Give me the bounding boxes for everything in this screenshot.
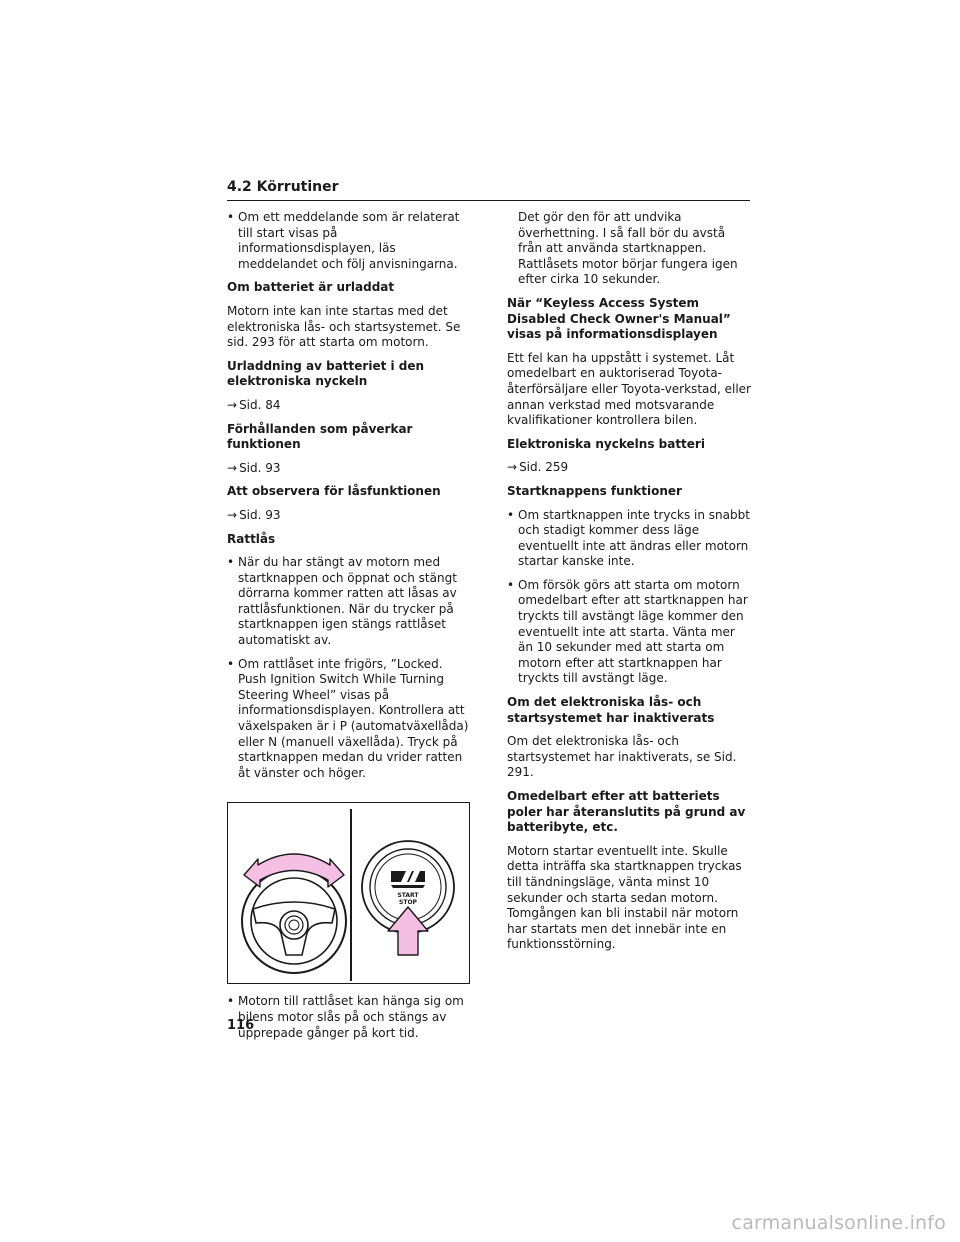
bullet-item xyxy=(227,994,471,1041)
heading-battery-reconnect: Omedelbart efter att batteriets poler har återanslutits på grund av batteribyte, etc. xyxy=(507,789,746,835)
steering-lock-figure xyxy=(227,802,470,984)
arrow-icon: → xyxy=(227,507,238,522)
right-column xyxy=(507,210,751,961)
heading-steering-lock: Rattlås xyxy=(227,531,276,546)
bullet-text: Om ett meddelande som är relaterat till start visas på informationsdisplayen, läs meddelandet och följ anvisningarna. xyxy=(238,210,460,271)
arrow-icon: → xyxy=(227,460,238,475)
bullet-item xyxy=(507,508,751,570)
heading-lock-note: Att observera för låsfunktionen xyxy=(227,484,441,499)
paragraph-system-disabled: Om det elektroniska lås- och startsystemet har inaktiverats, se Sid. 291. xyxy=(507,734,737,780)
bullet-text: Om startknappen inte trycks in snabbt och stadigt kommer dess läge eventuellt inte att ändras eller motorn startar kanske inte. xyxy=(518,507,750,569)
heading-conditions: Förhållanden som påverkar funktionen xyxy=(227,421,413,452)
gr-logo-icon xyxy=(391,871,425,888)
paragraph-keyless: Ett fel kan ha uppstått i systemet. Låt omedelbart en auktoriserad Toyota-återförsäljare eller Toyota-verkstad, eller annan verkstad med motsvarande kvalifikationer kontrollera bilen. xyxy=(507,350,751,428)
page-reference xyxy=(227,508,471,524)
section-header xyxy=(227,178,750,201)
left-column xyxy=(227,210,471,1049)
bullet-item xyxy=(227,210,471,272)
page-reference xyxy=(507,460,751,476)
heading-key-battery-discharge: Urladdning av batteriet i den elektroniska nyckeln xyxy=(227,358,425,389)
arrow-icon: → xyxy=(227,397,238,412)
reference-text: Sid. 259 xyxy=(519,460,569,475)
watermark: carmanualsonline.info xyxy=(731,1212,946,1234)
bullet-symbol: • xyxy=(507,507,515,522)
page-reference xyxy=(227,461,471,477)
bullet-item xyxy=(227,657,471,782)
continuation-text: Det gör den för att undvika överhettning. I så fall bör du avstå från att använda startknappen. Rattlåsets motor börjar fungera igen efter cirka 10 sekunder. xyxy=(518,210,738,287)
bullet-symbol: • xyxy=(227,994,235,1009)
bullet-symbol: • xyxy=(507,577,515,592)
reference-text: Sid. 93 xyxy=(239,460,281,475)
heading-start-button: Startknappens funktioner xyxy=(507,483,682,498)
bullet-item xyxy=(227,555,471,649)
section-title: 4.2 Körrutiner xyxy=(227,179,339,195)
bullet-symbol: • xyxy=(227,210,235,224)
heading-key-battery: Elektroniska nyckelns batteri xyxy=(507,436,705,451)
heading-system-disabled: Om det elektroniska lås- och startsystemet har inaktiverats xyxy=(507,695,715,725)
reference-text: Sid. 84 xyxy=(239,397,281,412)
heading-battery-discharged: Om batteriet är urladdat xyxy=(227,280,395,295)
page-number: 116 xyxy=(227,1018,255,1033)
bullet-symbol: • xyxy=(227,555,235,570)
page-reference xyxy=(227,398,471,414)
section-divider xyxy=(227,200,750,201)
reference-text: Sid. 93 xyxy=(239,507,281,522)
bullet-text: Om försök görs att starta om motorn omedelbart efter att startknappen har tryckts till avstängt läge kommer den eventuellt inte att starta. Vänta mer än 10 sekunder med att starta om motorn efter att startknappen har tryckts till avstängt läge. xyxy=(518,577,748,686)
arrow-icon: → xyxy=(507,460,518,475)
stop-label: STOP xyxy=(399,899,417,907)
bullet-text: Motorn till rattlåset kan hänga sig om bilens motor slås på och stängs av upprepade gånger på kort tid. xyxy=(238,994,464,1040)
heading-keyless-disabled: När “Keyless Access System Disabled Check Owner's Manual” visas på informationsdisplayen xyxy=(507,295,731,342)
bullet-item xyxy=(507,578,751,687)
start-label: START xyxy=(397,892,419,900)
paragraph-battery: Motorn inte kan inte startas med det elektroniska lås- och startsystemet. Se sid. 293 för att starta om motorn. xyxy=(227,303,461,350)
bullet-symbol: • xyxy=(227,656,235,671)
bullet-text: När du har stängt av motorn med startknappen och öppnat och stängt dörrarna kommer ratten att låsas av rattlåsfunktionen. När du trycker på startknappen igen stängs rattlåset automatiskt av. xyxy=(238,555,457,648)
paragraph-battery-reconnect: Motorn startar eventuellt inte. Skulle detta inträffa ska startknappen tryckas till tändningsläge, vänta minst 10 sekunder och starta sedan motorn. Tomgången kan bli instabil när motorn har startats men det innebär inte en funktionsstörning. xyxy=(507,843,742,952)
figure-illustration xyxy=(228,803,469,983)
bullet-text: Om rattlåset inte frigörs, ”Locked. Push Ignition Switch While Turning Steering Wheel” visas på informationsdisplayen. Kontrollera att växelspaken är i P (automatväxellåda) eller N (manuell växellåda). Tryck på startknappen medan du vrider ratten åt vänster och höger. xyxy=(238,656,469,780)
